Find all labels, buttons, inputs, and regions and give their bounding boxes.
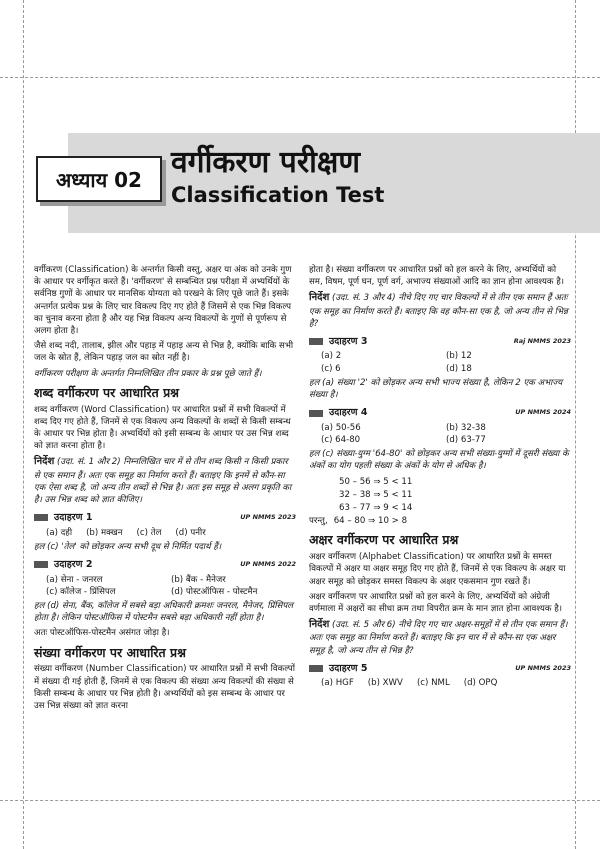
example-label: उदाहरण 1 [54, 512, 93, 524]
example-options [34, 574, 296, 598]
example-header [309, 662, 571, 675]
option: (c) तेल [136, 527, 162, 538]
crop-line-bottom [0, 800, 600, 801]
left-column [34, 264, 296, 715]
exam-tag: Raj NMMS 2023 [513, 337, 571, 346]
section-body-alphabet-2: अक्षर वर्गीकरण पर आधारित प्रश्नों को हल करने के लिए, अभ्यर्थियों को अंग्रेजी वर्णमाला में अक्षरों का सीधा क्रम तथा विपरीत क्रम के मान ज्ञात होना आवश्यक है। [309, 591, 563, 614]
option: (a) 2 [321, 351, 342, 362]
option: (d) पोस्टऑफिस - पोस्टमैन [171, 586, 258, 597]
crop-line-left [23, 0, 24, 849]
right-column [309, 264, 571, 691]
exam-tag: UP NMMS 2023 [240, 513, 296, 522]
crop-line-top [0, 77, 600, 78]
example-header [309, 335, 571, 348]
example-options [309, 350, 571, 374]
solution: हल (a) संख्या '2' को छोड़कर अन्य सभी भाज्य संख्या है, लेकिन 2 एक अभाज्य संख्या है। [309, 377, 563, 401]
directive-label: निर्देश [34, 456, 55, 468]
example-options [34, 527, 296, 539]
calculation-block [309, 476, 571, 515]
section-heading-word: शब्द वर्गीकरण पर आधारित प्रश्न [34, 384, 180, 400]
example-header [34, 558, 296, 571]
directive-2 [309, 291, 571, 330]
bar-icon [309, 410, 323, 417]
bar-icon [34, 514, 48, 521]
example-options [309, 422, 571, 446]
calc-line: 64 – 80 ⇒ 10 > 8 [333, 516, 408, 527]
directive-1 [34, 455, 296, 506]
directive-text: (उदा. सं. 1 और 2) निम्नलिखित चार में से तीन शब्द किसी न किसी प्रकार से एक समान हैं। अतः एक समूह का निर्माण करते हैं। बताइए कि इनमें से कौन-सा एक ऐसा शब्द है, जो अन्य तीन शब्दों से भिन्न है। अतः इस समूह से अलग प्रकृति का है। उस भिन्न शब्द को ज्ञात कीजिए। [34, 457, 292, 505]
calc-line: 32 – 38 ⇒ 5 < 11 [339, 489, 413, 500]
example-label: उदाहरण 3 [329, 336, 368, 347]
intro-italic: वर्गीकरण परीक्षण के अन्तर्गत निम्नलिखित तीन प्रकार के प्रश्न पूछे जाते हैं। [34, 368, 262, 379]
section-body-number-cont: होता है। संख्या वर्गीकरण पर आधारित प्रश्नों को हल करने के लिए, अभ्यर्थियों को सम, विषम, पूर्ण घन, पूर्ण वर्ग, अभाज्य संख्याओं आदि का ज्ञान होना आवश्यक है। [309, 265, 565, 288]
section-body-number: संख्या वर्गीकरण (Number Classification) पर आधारित प्रश्नों में सभी विकल्पों में संख्या दी गई होती हैं, जिनमें से एक विकल्प की संख्या अन्य विकल्पों की संख्या से किसी सम्बन्ध के आधार पर भिन्न होती है। अभ्यर्थियों को इस सम्बन्ध के आधार पर उस भिन्न संख्या को ज्ञात करना [34, 664, 296, 711]
option: (c) 6 [321, 363, 341, 374]
option: (c) 64-80 [321, 434, 361, 445]
crop-line-right [575, 0, 576, 849]
section-heading-number: संख्या वर्गीकरण पर आधारित प्रश्न [34, 644, 186, 660]
option: (b) XWV [367, 678, 403, 689]
chapter-title-hindi: वर्गीकरण परीक्षण [171, 145, 361, 180]
option: (d) 63-77 [446, 434, 486, 445]
directive-label: निर्देश [309, 292, 330, 304]
option: (a) सेना - जनरल [46, 574, 103, 585]
exam-tag: UP NMMS 2022 [240, 560, 296, 569]
bar-icon [309, 338, 323, 345]
calc-but: परन्तु, [309, 516, 328, 527]
section-body-word: शब्द वर्गीकरण (Word Classification) पर आधारित प्रश्नों में सभी विकल्पों में शब्द दिए गए होते हैं, जिनमें से एक विकल्प अन्य विकल्पों के शब्दों से किसी सम्बन्ध के आधार पर भिन्न होता है। अभ्यर्थियों को इसी सम्बन्ध के आधार पर उस भिन्न शब्द को ज्ञात करना होता है। [34, 404, 291, 452]
example-label: उदाहरण 2 [54, 559, 93, 571]
option: (b) मक्खन [86, 527, 123, 538]
exam-tag: UP NMMS 2023 [515, 663, 571, 672]
section-heading-alphabet: अक्षर वर्गीकरण पर आधारित प्रश्न [309, 532, 459, 548]
option: (d) OPQ [463, 678, 498, 689]
example-header [34, 511, 296, 524]
bar-icon [309, 665, 323, 672]
option: (a) HGF [321, 678, 354, 689]
directive-text: (उदा. सं. 5 और 6) नीचे दिए गए चार अक्षर-समूहों में से तीन एक समान हैं। अतः एक समूह का निर्माण करते हैं। बताइए कि इन चार में से कौन-सा एक अक्षर समूह है, जो अन्य तीन से भिन्न है? [309, 620, 568, 656]
directive-text: (उदा. सं. 3 और 4) नीचे दिए गए चार विकल्पों में से तीन एक समान हैं अतः एक समूह का निर्माण करते हैं। बताइए कि वह कौन-सा एक है, जो अन्य तीन से भिन्न है? [309, 293, 568, 329]
exam-tag: UP NMMS 2024 [515, 408, 571, 417]
solution: हल (c) संख्या-युग्म '64-80' को छोड़कर अन्य सभी संख्या-युग्मों में दूसरी संख्या के अंकों का योग पहली संख्या के अंकों के योग से अधिक है। [309, 449, 569, 472]
option: (c) कॉलेज - प्रिंसिपल [46, 586, 116, 597]
solution: हल (c) 'तेल' को छोड़कर अन्य सभी दूध से निर्मित पदार्थ हैं। [34, 541, 222, 552]
option: (b) 12 [446, 351, 472, 362]
option: (b) 32-38 [446, 422, 486, 433]
option: (c) NML [416, 678, 450, 689]
chapter-label: अध्याय 02 [36, 156, 162, 202]
calc-line: 63 – 77 ⇒ 9 < 14 [339, 503, 413, 513]
bar-icon [34, 561, 48, 568]
calc-last-row [309, 515, 571, 527]
directive-3 [309, 618, 571, 657]
option: (d) पनीर [175, 527, 206, 538]
solution: हल (d) सेना, बैंक, कॉलेज में सबसे बड़ा अधिकारी क्रमशः जनरल, मैनेजर, प्रिंसिपल होता है। लेकिन पोस्टऑफिस में पोस्टमैन सबसे बड़ा अधिकारी नहीं होता है। [34, 600, 294, 624]
calc-line: 50 – 56 ⇒ 5 < 11 [339, 476, 413, 487]
section-body-alphabet-1: अक्षर वर्गीकरण (Alphabet Classification) पर आधारित प्रश्नों के समस्त विकल्पों में अक्षर या अक्षर समूह दिए गए होते हैं, जिनमें से एक विकल्प के अक्षर या अक्षर समूह को छोड़कर समस्त विकल्प के अक्षर एकसमान गुण रखते हैं। [309, 552, 566, 587]
intro-paragraph-1: वर्गीकरण (Classification) के अन्तर्गत किसी वस्तु, अक्षर या अंक को उनके गुण के आधार पर वर्गीकृत करते हैं। 'वर्गीकरण' से सम्बन्धित प्रश्न परीक्षा में अभ्यर्थियों के सर्वनिष्ठ गुणों के आधार पर मानसिक योग्यता को परखने के लिए पूछे जाते हैं। इसके अन्तर्गत प्रत्येक प्रश्न के लिए चार विकल्प दिए गए होते हैं जिसमें से एक भिन्न विकल्प का चुनाव करना होता है और यह भिन्न विकल्प अन्य विकल्पों के गुणों से पूर्णरूप से अलग होता है। [34, 265, 292, 337]
directive-label: निर्देश [309, 619, 330, 631]
option: (d) 18 [446, 363, 472, 374]
intro-paragraph-2: जैसे शब्द नदी, तालाब, झील और पहाड़ में पहाड़ अन्य से भिन्न है, क्योंकि बाकि सभी जल के स्रोत हैं, लेकिन पहाड़ जल का स्रोत नहीं है। [34, 341, 294, 364]
example-label: उदाहरण 5 [329, 662, 368, 674]
solution-note: अतः पोस्टऑफिस-पोस्टमैन असंगत जोड़ा है। [34, 628, 170, 639]
example-options [309, 677, 571, 689]
example-label: उदाहरण 4 [329, 407, 368, 419]
option: (a) 50-56 [321, 422, 361, 433]
option: (b) बैंक - मैनेजर [171, 574, 226, 585]
chapter-title-english: Classification Test [171, 183, 385, 207]
option: (a) दही [46, 527, 73, 538]
example-header [309, 406, 571, 419]
